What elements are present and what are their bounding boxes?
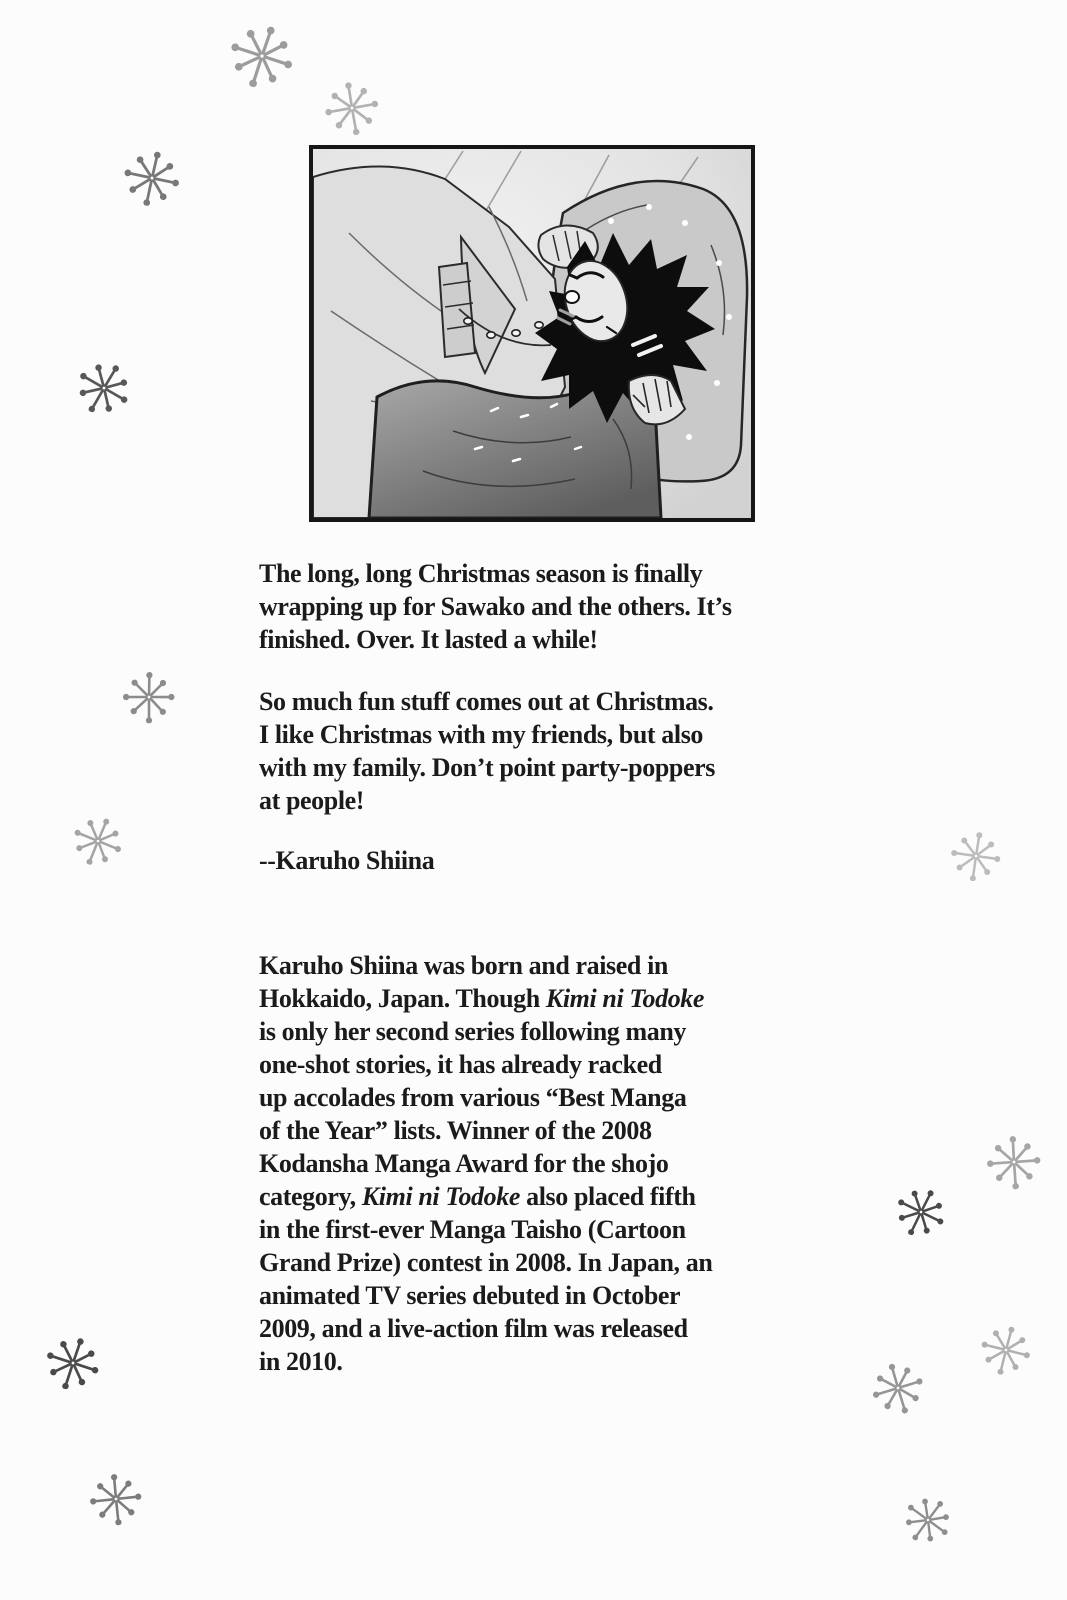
- note-paragraph-1: [259, 557, 732, 656]
- bio-line: animated TV series debuted in October: [259, 1281, 681, 1310]
- snowflake-icon: [225, 19, 299, 93]
- bio-line: one-shot stories, it has already racked: [259, 1050, 662, 1079]
- bio-line: in the first-ever Manga Taisho (Cartoon: [259, 1215, 686, 1244]
- series-title-italic: Kimi ni Todoke: [545, 984, 705, 1013]
- bio-line: category, Kimi ni Todoke also placed fifth: [259, 1182, 696, 1211]
- snowflake-icon: [896, 1488, 961, 1553]
- snowflake-icon: [122, 148, 182, 208]
- author-signature: --Karuho Shiina: [259, 846, 435, 875]
- snowflake-icon: [68, 811, 129, 872]
- text-line: finished. Over. It lasted a while!: [259, 625, 598, 654]
- text-line: I like Christmas with my friends, but also: [259, 720, 704, 749]
- snowflake-icon: [69, 353, 139, 423]
- text-line: The long, long Christmas season is finally: [259, 559, 703, 588]
- author-note: [259, 557, 732, 877]
- snowflake-icon: [951, 831, 1001, 881]
- mouth: [565, 291, 579, 303]
- text-line: So much fun stuff comes out at Christmas.: [259, 687, 714, 716]
- text-line: at people!: [259, 786, 365, 815]
- bio-line: Hokkaido, Japan. Though Kimi ni Todoke: [259, 984, 705, 1013]
- text-line: wrapping up for Sawako and the others. It’s: [259, 592, 732, 621]
- snowflake-icon: [120, 668, 179, 727]
- bio-line: Grand Prize) contest in 2008. In Japan, an: [259, 1248, 713, 1277]
- bio-line: of the Year” lists. Winner of the 2008: [259, 1116, 652, 1145]
- text-line: with my family. Don’t point party-poppers: [259, 753, 715, 782]
- snowflake-icon: [318, 74, 386, 142]
- snowflake-icon: [982, 1130, 1046, 1194]
- sleeping-character-illustration: [313, 149, 751, 518]
- bio-line: up accolades from various “Best Manga: [259, 1083, 687, 1112]
- snowflake-icon: [84, 1467, 147, 1530]
- snowflake-icon: [889, 1180, 952, 1243]
- snowflake-icon: [42, 1332, 105, 1395]
- series-title-italic: Kimi ni Todoke: [361, 1182, 520, 1211]
- illustration-frame: [309, 145, 755, 522]
- bio-line: Kodansha Manga Award for the shojo: [259, 1149, 669, 1178]
- author-bio: [259, 949, 712, 1378]
- bio-line: in 2010.: [259, 1347, 343, 1376]
- bio-line: 2009, and a live-action film was released: [259, 1314, 688, 1343]
- snowflake-icon: [979, 1323, 1034, 1378]
- note-paragraph-2: [259, 685, 732, 817]
- bio-line: Karuho Shiina was born and raised in: [259, 951, 668, 980]
- snowflake-icon: [863, 1353, 932, 1422]
- bio-line: is only her second series following many: [259, 1017, 686, 1046]
